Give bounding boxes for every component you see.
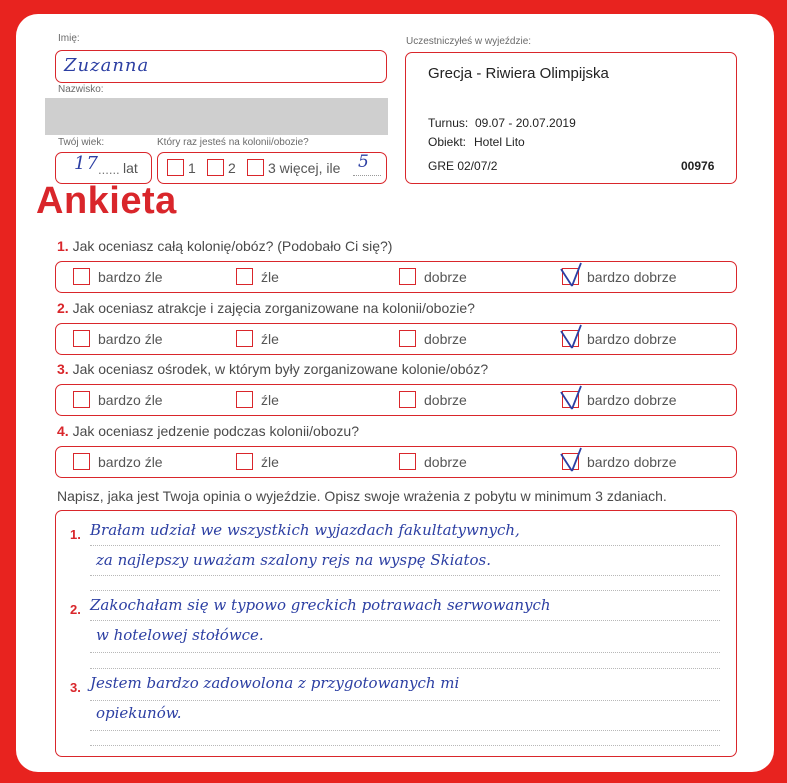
answer-text: opiekunów. [96,704,182,722]
rating-checkbox[interactable] [236,268,253,285]
check-mark-icon [556,445,586,475]
rating-checkbox[interactable] [236,391,253,408]
question-text: Jak oceniasz ośrodek, w którym były zorganizowane kolonie/obóz? [72,361,489,377]
times-value: 5 [358,152,370,172]
ruled-line [90,620,720,621]
question-number: 2. [57,300,69,316]
rating-checkbox[interactable] [236,453,253,470]
opinion-prompt: Napisz, jaka jest Twoja opinia o wyjeździe. Opisz swoje wrażenia z pobytu w minimum 3 zdaniach. [57,488,667,504]
page-title: Ankieta [36,180,177,222]
trip-destination: Grecja - Riwiera Olimpijska [428,65,609,82]
answer-number: 2. [70,602,81,617]
question-text: Jak oceniasz całą kolonię/obóz? (Podobało Ci się?) [72,238,393,254]
turnus-value: 09.07 - 20.07.2019 [475,116,576,130]
ruled-line [90,652,720,653]
times-option-1: 1 [188,160,196,176]
answer-text: Jestem bardzo zadowolona z przygotowanych mi [90,674,460,692]
answer-number: 1. [70,527,81,542]
check-mark-icon [556,322,586,352]
question-text: Jak oceniasz jedzenie podczas kolonii/obozu? [72,423,359,439]
ruled-line [90,545,720,546]
answer-text: w hotelowej stołówce. [96,626,264,644]
rating-checkbox[interactable] [73,330,90,347]
answer-text: za najlepszy uważam szalony rejs na wyspę Skiatos. [96,551,491,569]
rating-option-label: bardzo źle [98,269,163,285]
surname-label: Nazwisko: [58,84,104,95]
question-number: 1. [57,238,69,254]
question-4 [57,423,359,439]
rating-option-label: dobrze [424,392,467,408]
times-label: Który raz jesteś na kolonii/obozie? [157,137,309,148]
surname-redacted [45,98,388,135]
times-checkbox-3[interactable] [247,159,264,176]
age-label: Twój wiek: [58,137,105,148]
question-1 [57,238,392,254]
rating-option-label: bardzo dobrze [587,454,677,470]
rating-option-label: źle [261,392,279,408]
age-unit: lat [123,160,138,176]
rating-option-label: dobrze [424,454,467,470]
obiekt-label: Obiekt: [428,135,467,149]
question-text: Jak oceniasz atrakcje i zajęcia zorganizowane na kolonii/obozie? [72,300,475,316]
trip-code: GRE 02/07/2 [428,159,498,173]
rating-option-label: źle [261,269,279,285]
rating-option-label: bardzo źle [98,331,163,347]
rating-checkbox[interactable] [73,268,90,285]
answer-number: 3. [70,680,81,695]
rating-checkbox[interactable] [73,391,90,408]
rating-checkbox[interactable] [399,330,416,347]
age-dots: ...... [98,162,120,177]
check-mark-icon [556,260,586,290]
question-3 [57,361,488,377]
rating-option-label: bardzo źle [98,454,163,470]
trip-label: Uczestniczyłeś w wyjeździe: [406,36,532,47]
answer-text: Brałam udział we wszystkich wyjazdach fakultatywnych, [90,521,520,539]
rating-option-label: bardzo dobrze [587,331,677,347]
rating-checkbox[interactable] [399,391,416,408]
question-2 [57,300,475,316]
name-value: Zuzanna [64,55,150,76]
ruled-line [90,745,720,746]
rating-option-label: źle [261,331,279,347]
name-label: Imię: [58,33,80,44]
rating-checkbox[interactable] [73,453,90,470]
answer-text: Zakochałam się w typowo greckich potrawach serwowanych [90,596,551,614]
question-number: 4. [57,423,69,439]
age-value: 17 [74,153,99,174]
ruled-line [90,590,720,591]
times-checkbox-2[interactable] [207,159,224,176]
rating-option-label: bardzo dobrze [587,392,677,408]
ruled-line [90,730,720,731]
rating-option-label: dobrze [424,269,467,285]
trip-number: 00976 [681,159,715,173]
rating-option-label: dobrze [424,331,467,347]
ruled-line [90,668,720,669]
obiekt-value: Hotel Lito [474,135,525,149]
rating-checkbox[interactable] [236,330,253,347]
times-checkbox-1[interactable] [167,159,184,176]
times-option-2: 2 [228,160,236,176]
times-dots [353,175,381,176]
times-option-3: 3 więcej, ile [268,160,341,176]
rating-option-label: bardzo dobrze [587,269,677,285]
question-number: 3. [57,361,69,377]
rating-checkbox[interactable] [399,453,416,470]
ruled-line [90,700,720,701]
check-mark-icon [556,383,586,413]
rating-checkbox[interactable] [399,268,416,285]
rating-option-label: bardzo źle [98,392,163,408]
ruled-line [90,575,720,576]
rating-option-label: źle [261,454,279,470]
turnus-label: Turnus: [428,116,469,130]
